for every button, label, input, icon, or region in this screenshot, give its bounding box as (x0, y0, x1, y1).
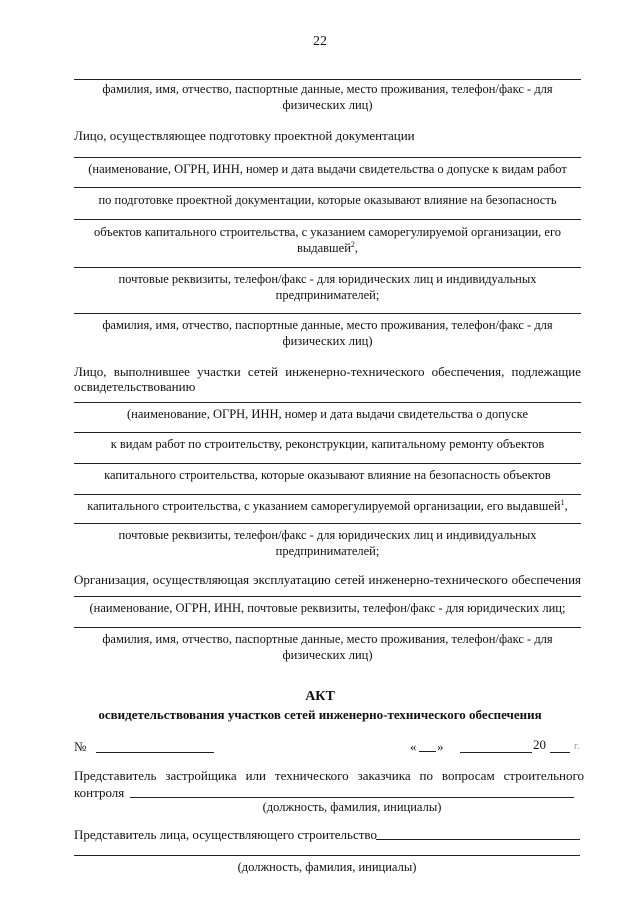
rep-customer-caption: (должность, фамилия, инициалы) (262, 800, 442, 814)
fill-line (74, 402, 581, 403)
designer-title: Лицо, осуществляющее подготовку проектной документации (74, 128, 415, 143)
fill-line (74, 187, 581, 188)
fill-line (74, 523, 581, 524)
rep-customer-label: контроля (74, 785, 125, 800)
caption-line: объектов капитального строительства, с указанием саморегулируемой организации, его (93, 225, 562, 239)
fill-line (74, 596, 581, 597)
caption-text: капитального строительства, с указанием саморегулируемой организации, его выдавшей (87, 499, 561, 513)
designer-caption-a: (наименование, ОГРН, ИНН, номер и дата выдачи свидетельства о допуске к видам работ (88, 162, 567, 176)
caption-physical-person (74, 81, 581, 113)
date-year-prefix: 20 (533, 737, 546, 752)
date-day-field[interactable] (419, 751, 436, 752)
executor-caption-e (74, 527, 581, 559)
footnote-mark: 1 (560, 497, 565, 507)
date-quote-open: « (410, 739, 417, 754)
caption-line: почтовые реквизиты, телефон/факс - для юридических лиц и индивидуальных (118, 528, 537, 542)
rep-customer-field[interactable] (130, 797, 574, 798)
executor-caption-a: (наименование, ОГРН, ИНН, номер и дата выдачи свидетельства о допуске (127, 407, 528, 421)
date-year-field[interactable] (550, 752, 570, 753)
designer-caption-e (74, 317, 581, 349)
designer-caption-c (74, 224, 581, 256)
act-subtitle: освидетельствования участков сетей инженерно-технического обеспечения (98, 707, 542, 722)
designer-caption-d (74, 271, 581, 303)
page-number: 22 (313, 34, 327, 49)
executor-caption-b: к видам работ по строительству, реконструкции, капитальному ремонту объектов (110, 437, 545, 451)
designer-caption-b: по подготовке проектной документации, которые оказывают влияние на безопасность (98, 193, 557, 207)
rep-builder-field-2[interactable] (74, 855, 580, 856)
footnote-mark: 2 (350, 239, 355, 249)
caption-text: , (354, 241, 359, 255)
caption-line: предпринимателей; (275, 544, 380, 558)
fill-line (74, 494, 581, 495)
date-month-field[interactable] (460, 752, 532, 753)
act-title: АКТ (305, 689, 335, 704)
caption-line: фамилия, имя, отчество, паспортные данные, место проживания, телефон/факс - для (102, 82, 553, 96)
rep-builder-caption: (должность, фамилия, инициалы) (237, 860, 417, 874)
operator-title: Организация, осуществляющая эксплуатацию сетей инженерно-технического обеспечения (74, 572, 581, 587)
date-quote-close: » (437, 739, 444, 754)
caption-line: физических лиц) (282, 648, 373, 662)
act-number-label: № (74, 739, 87, 754)
executor-caption-c: капитального строительства, которые оказывают влияние на безопасность объектов (104, 468, 551, 482)
executor-title-cont: освидетельствованию (74, 379, 196, 394)
caption-text: , (564, 499, 568, 513)
fill-line (74, 79, 581, 80)
caption-line: предпринимателей; (275, 288, 380, 302)
fill-line (74, 627, 581, 628)
executor-caption-d (74, 498, 581, 514)
caption-line: почтовые реквизиты, телефон/факс - для юридических лиц и индивидуальных (118, 272, 537, 286)
fill-line (74, 463, 581, 464)
rep-customer-text: Представитель застройщика или технического заказчика по вопросам строительного (74, 768, 584, 783)
caption-line: физических лиц) (282, 98, 373, 112)
caption-line: фамилия, имя, отчество, паспортные данные, место проживания, телефон/факс - для (102, 632, 553, 646)
fill-line (74, 219, 581, 220)
fill-line (74, 313, 581, 314)
act-number-field[interactable] (96, 752, 214, 753)
operator-caption-b (74, 631, 581, 663)
caption-line: физических лиц) (282, 334, 373, 348)
caption-text: выдавшей (296, 241, 351, 255)
fill-line (74, 432, 581, 433)
date-year-suffix: г. (574, 741, 580, 752)
operator-caption-a: (наименование, ОГРН, ИНН, почтовые реквизиты, телефон/факс - для юридических лиц; (89, 601, 566, 615)
caption-line: фамилия, имя, отчество, паспортные данные, место проживания, телефон/факс - для (102, 318, 553, 332)
fill-line (74, 157, 581, 158)
rep-builder-field[interactable] (376, 839, 580, 840)
executor-title: Лицо, выполнившее участки сетей инженерно-технического обеспечения, подлежащие (74, 364, 581, 379)
fill-line (74, 267, 581, 268)
caption-line (74, 240, 581, 256)
rep-builder-text: Представитель лица, осуществляющего строительство (74, 827, 377, 842)
